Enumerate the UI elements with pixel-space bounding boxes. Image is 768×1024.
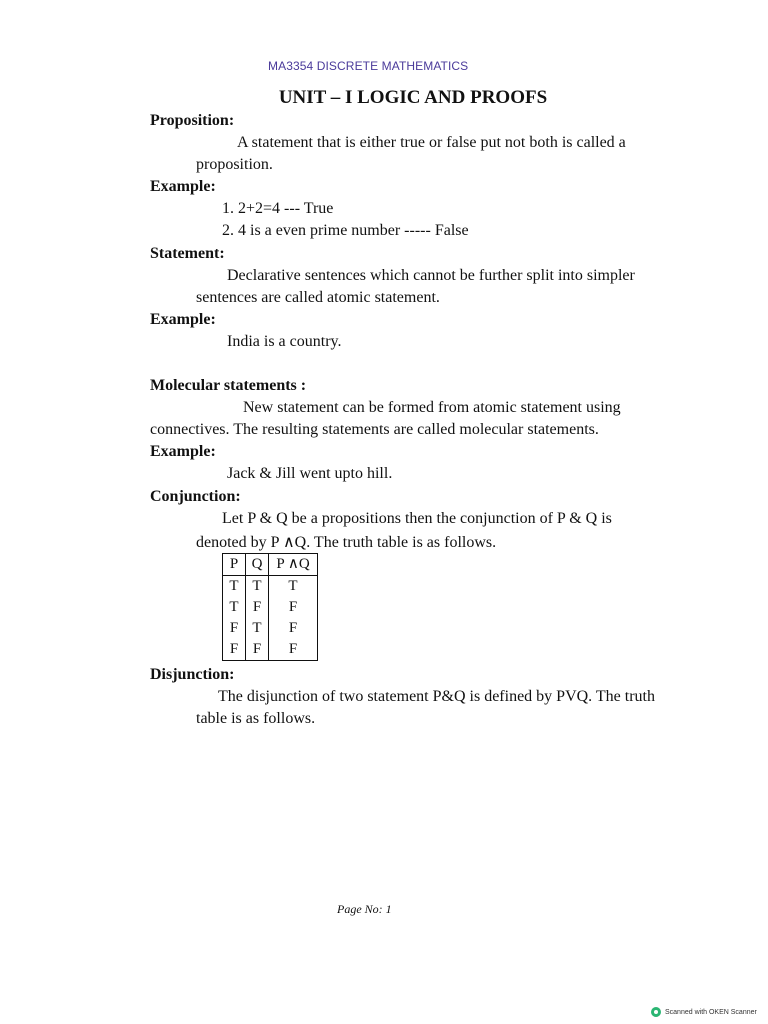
truth-table-row	[223, 639, 318, 661]
example-text: India is a country.	[227, 333, 342, 350]
truth-table-header-cell: Q	[246, 554, 269, 576]
truth-table-row	[223, 597, 318, 618]
truth-table-header-cell: P ∧Q	[269, 554, 318, 576]
course-code-header: MA3354 DISCRETE MATHEMATICS	[268, 59, 469, 73]
molecular-statements-heading: Molecular statements :	[150, 377, 307, 394]
conjunction-definition-line-2: denoted by P ∧Q. The truth table is as follows.	[196, 534, 497, 551]
conjunction-truth-table	[222, 553, 318, 661]
truth-table-header-cell: P	[223, 554, 246, 576]
truth-table-cell: T	[223, 576, 246, 598]
truth-table-cell: F	[269, 639, 318, 661]
truth-table-cell: F	[223, 639, 246, 661]
truth-table-cell: T	[269, 576, 318, 598]
disjunction-definition-line-1: The disjunction of two statement P&Q is defined by PVQ. The truth	[218, 688, 655, 705]
truth-table-row	[223, 576, 318, 598]
proposition-heading: Proposition:	[150, 112, 235, 129]
example-item-2: 2. 4 is a even prime number ----- False	[222, 222, 469, 239]
molecular-definition-line-1: New statement can be formed from atomic statement using	[243, 399, 621, 416]
disjunction-definition-line-2: table is as follows.	[196, 710, 316, 727]
example-heading: Example:	[150, 311, 216, 328]
truth-table-cell: F	[246, 639, 269, 661]
truth-table-cell: F	[246, 597, 269, 618]
scanner-watermark-text: Scanned with OKEN Scanner	[665, 1008, 757, 1016]
truth-table-cell: F	[269, 618, 318, 639]
statement-definition-line-1: Declarative sentences which cannot be further split into simpler	[227, 267, 635, 284]
truth-table-row	[223, 618, 318, 639]
example-heading: Example:	[150, 443, 216, 460]
truth-table-cell: T	[246, 618, 269, 639]
oken-scanner-logo-icon	[651, 1007, 661, 1017]
statement-definition-line-2: sentences are called atomic statement.	[196, 289, 440, 306]
truth-table-cell: T	[223, 597, 246, 618]
truth-table-cell: F	[269, 597, 318, 618]
example-item-1: 1. 2+2=4 --- True	[222, 200, 334, 217]
conjunction-heading: Conjunction:	[150, 488, 241, 505]
statement-heading: Statement:	[150, 245, 225, 262]
truth-table-cell: F	[223, 618, 246, 639]
proposition-definition-line-2: proposition.	[196, 156, 273, 173]
truth-table-header-row	[223, 554, 318, 576]
example-heading: Example:	[150, 178, 216, 195]
conjunction-definition-line-1: Let P & Q be a propositions then the conjunction of P & Q is	[222, 510, 612, 527]
truth-table-cell: T	[246, 576, 269, 598]
example-text: Jack & Jill went upto hill.	[227, 465, 393, 482]
page-number: Page No: 1	[337, 902, 392, 916]
scanner-watermark	[651, 1007, 757, 1017]
proposition-definition-line-1: A statement that is either true or false put not both is called a	[237, 134, 626, 151]
molecular-definition-line-2: connectives. The resulting statements are called molecular statements.	[150, 421, 599, 438]
unit-title: UNIT – I LOGIC AND PROOFS	[278, 87, 548, 108]
disjunction-heading: Disjunction:	[150, 666, 235, 683]
